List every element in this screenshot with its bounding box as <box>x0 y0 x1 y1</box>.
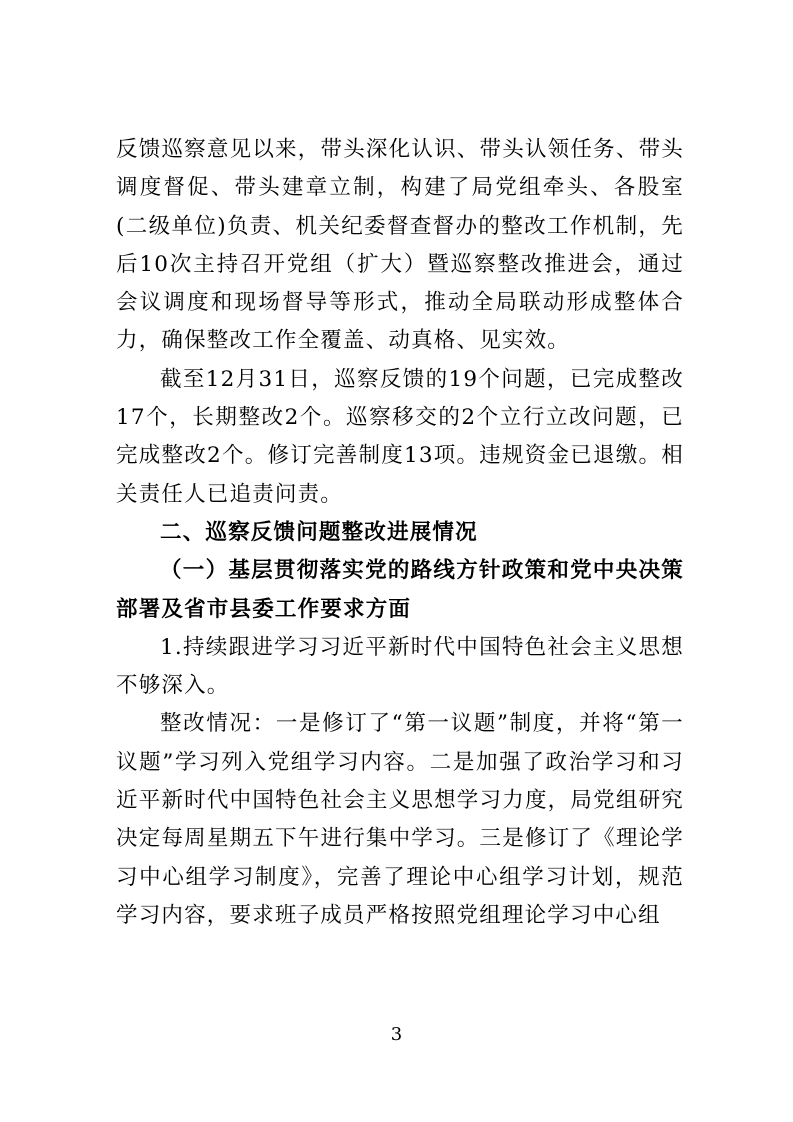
section-heading: 二、巡察反馈问题整改进展情况 <box>160 519 478 545</box>
paragraph-progress-summary: 截至12月31日，巡察反馈的19个问题，已完成整改17个，长期整改2个。巡察移交的2个立行立改问题，已完成整改2个。修订完善制度13项。违规资金已退缴。相关责任人已追责问责。 <box>116 366 684 507</box>
issue-item: 1.持续跟进学习习近平新时代中国特色社会主义思想不够深入。 <box>116 634 684 699</box>
page-number: 3 <box>390 1024 403 1045</box>
paragraph-rectification: 整改情况：一是修订了“第一议题”制度，并将“第一议题”学习列入党组学习内容。二是加强了政治学习和习近平新时代中国特色社会主义思想学习力度，局党组研究决定每周星期五下午进行集中学习。三是修订了《理论学习中心组学习制度》，完善了理论中心组学习计划，规范学习内容，要求班子成员严格按照党组理论学习中心组 <box>116 711 684 928</box>
document-body <box>116 131 684 935</box>
subsection-heading: （一）基层贯彻落实党的路线方针政策和党中央决策部署及省市县委工作要求方面 <box>116 558 684 622</box>
paragraph-continuation: 反馈巡察意见以来，带头深化认识、带头认领任务、带头调度督促、带头建章立制，构建了局党组牵头、各股室(二级单位)负责、机关纪委督查督办的整改工作机制，先后10次主持召开党组（扩大）暨巡察整改推进会，通过会议调度和现场督导等形式，推动全局联动形成整体合力，确保整改工作全覆盖、动真格、见实效。 <box>116 137 684 354</box>
